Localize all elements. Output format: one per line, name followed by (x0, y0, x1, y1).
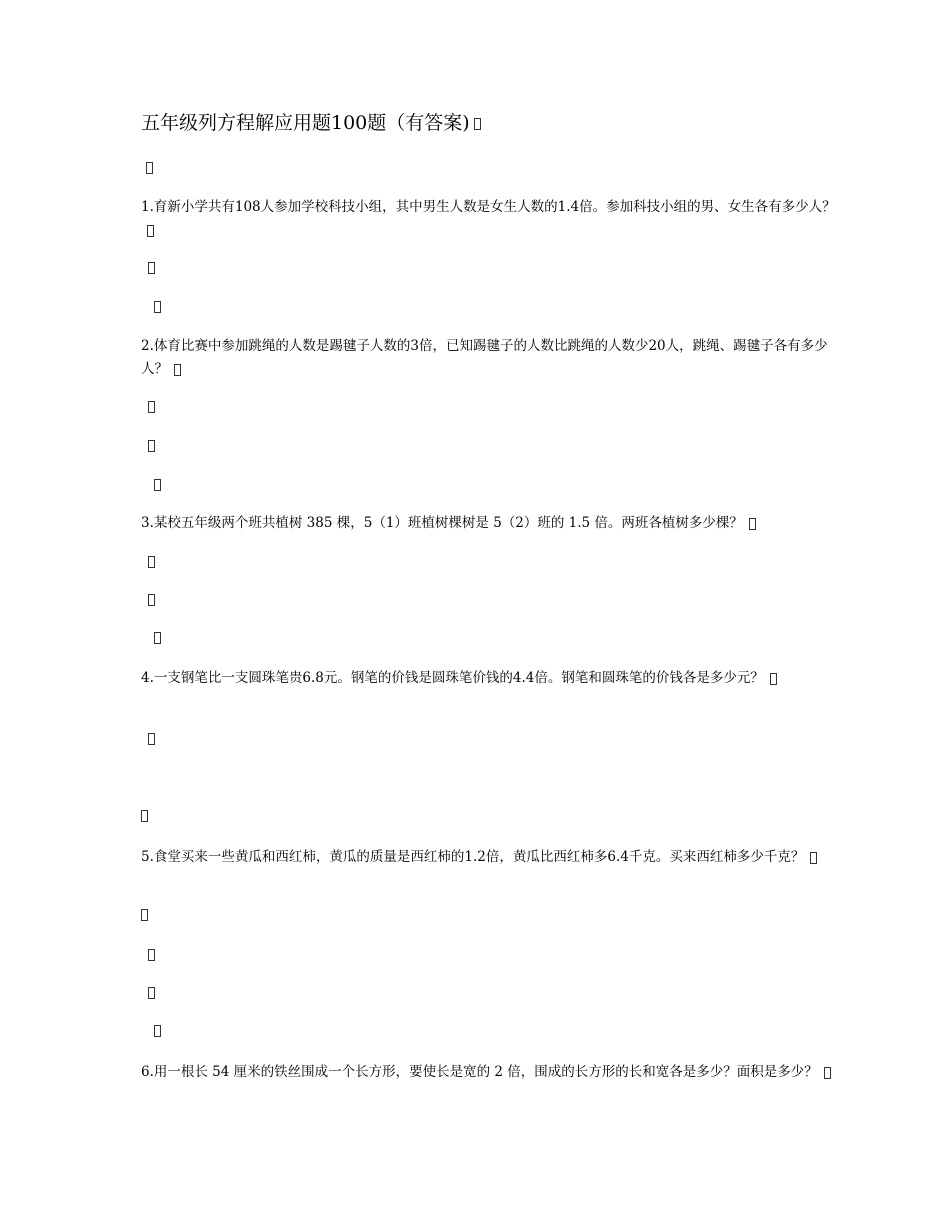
missing-glyph-icon (154, 1025, 161, 1037)
question-text: 5.食堂买来一些黄瓜和西红柿，黄瓜的质量是西红柿的1.2倍，黄瓜比西红柿多6.4千克。买来西红柿多少千克？ (141, 849, 805, 865)
missing-glyph-icon (770, 673, 777, 685)
question-2 (141, 335, 841, 381)
question-4 (141, 667, 841, 690)
question-5 (141, 846, 841, 869)
missing-glyph-icon (146, 162, 153, 174)
missing-glyph-icon (148, 733, 155, 745)
missing-glyph-icon (154, 632, 161, 644)
missing-glyph-icon (824, 1067, 831, 1079)
missing-glyph-icon (810, 852, 817, 864)
title-text: 五年级列方程解应用题100题（有答案) (141, 112, 470, 134)
missing-glyph-icon (749, 518, 756, 530)
missing-glyph-icon (147, 225, 154, 237)
missing-glyph-icon (148, 949, 155, 961)
question-6 (141, 1061, 841, 1084)
missing-glyph-icon (148, 594, 155, 606)
question-text: 3.某校五年级两个班共植树 385 棵，5（1）班植树棵树是 5（2）班的 1.5 倍。两班各植树多少棵？ (141, 515, 743, 531)
missing-glyph-icon (148, 987, 155, 999)
missing-glyph-icon (174, 364, 181, 376)
question-text: 6.用一根长 54 厘米的铁丝围成一个长方形，要使长是宽的 2 倍，围成的长方形的长和宽各是多少？面积是多少？ (141, 1064, 818, 1080)
missing-glyph-icon (154, 479, 161, 491)
missing-glyph-icon (141, 810, 148, 822)
missing-glyph-icon (474, 118, 481, 130)
missing-glyph-icon (148, 401, 155, 413)
missing-glyph-icon (148, 556, 155, 568)
missing-glyph-icon (154, 301, 161, 313)
document-title (141, 110, 481, 136)
missing-glyph-icon (148, 262, 155, 274)
question-3 (141, 512, 841, 535)
missing-glyph-icon (141, 909, 148, 921)
question-1 (141, 196, 841, 242)
missing-glyph-icon (148, 440, 155, 452)
question-text: 1.育新小学共有108人参加学校科技小组，其中男生人数是女生人数的1.4倍。参加科技小组的男、女生各有多少人？ (141, 199, 836, 215)
question-text: 2.体育比赛中参加跳绳的人数是踢毽子人数的3倍，已知踢毽子的人数比跳绳的人数少20人，跳绳、踢毽子各有多少人？ (141, 338, 828, 377)
question-text: 4.一支钢笔比一支圆珠笔贵6.8元。钢笔的价钱是圆珠笔价钱的4.4倍。钢笔和圆珠笔的价钱各是多少元？ (141, 670, 764, 686)
